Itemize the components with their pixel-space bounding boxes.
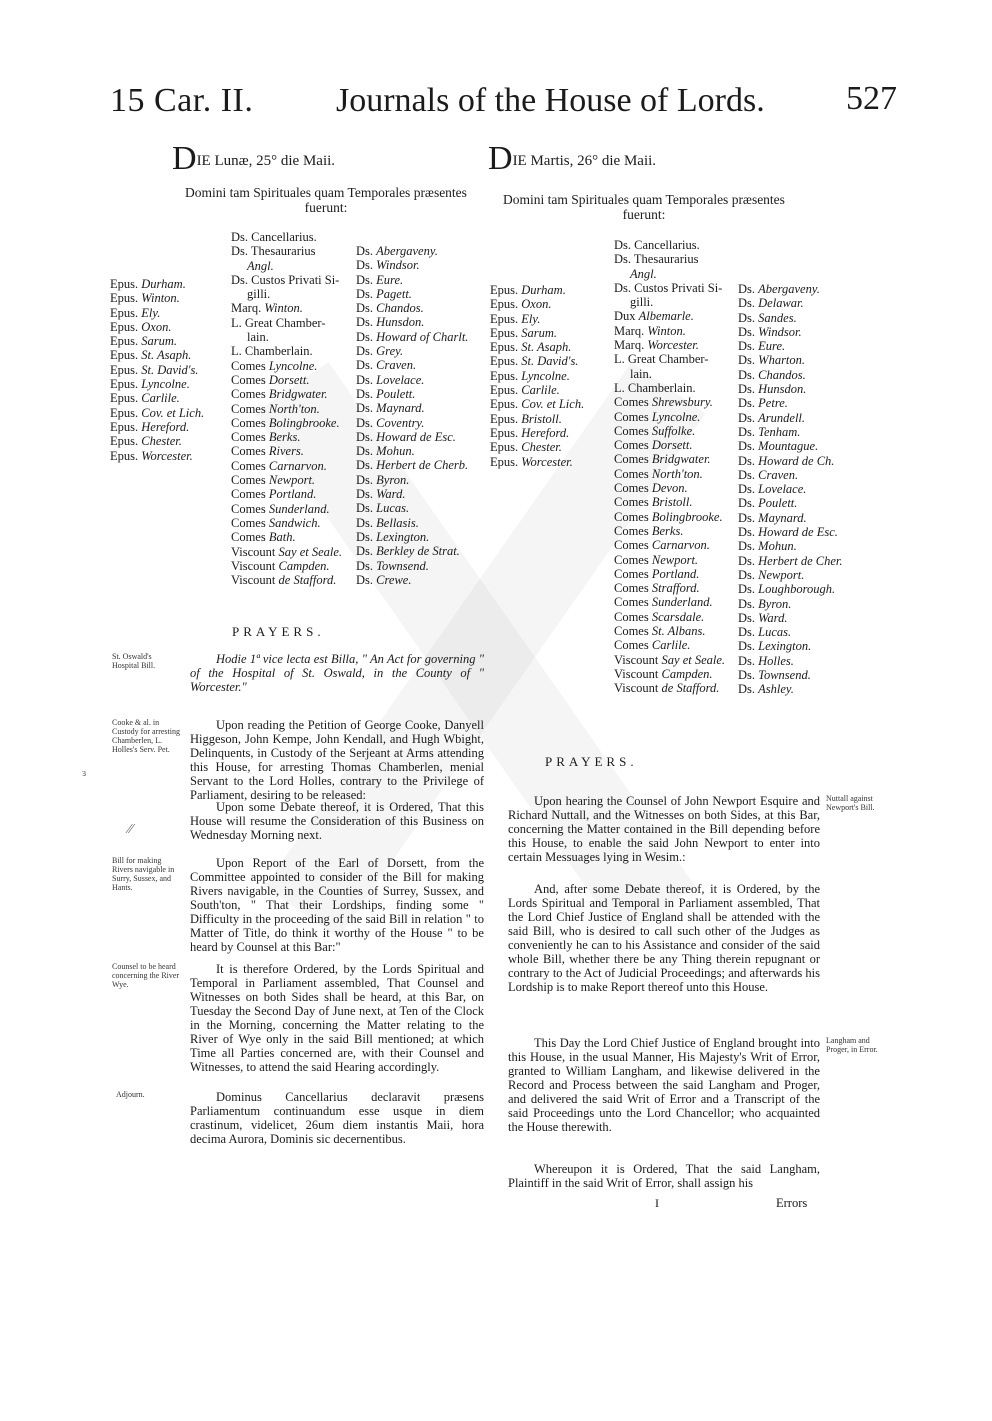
list-item: Comes Berks. bbox=[614, 523, 684, 538]
list-item: Ds. Townsend. bbox=[738, 668, 811, 683]
list-item: Ds. Sandes. bbox=[738, 310, 797, 325]
list-item: Comes Newport. bbox=[614, 552, 699, 567]
list-item: Comes Portland. bbox=[231, 487, 317, 502]
list-item: Ds. Thesaurarius bbox=[614, 252, 699, 267]
margin-note: Nuttall against Newport's Bill. bbox=[826, 794, 875, 812]
list-item: Ds. Delawar. bbox=[738, 296, 804, 311]
list-item: Comes Bolingbrooke. bbox=[231, 415, 340, 430]
list-item: Ds. Custos Privati Si- bbox=[614, 280, 723, 295]
margin-note: Adjourn. bbox=[116, 1090, 145, 1099]
pen-mark: ⁄⁄ bbox=[128, 822, 133, 837]
list-item: Comes Dorsett. bbox=[614, 438, 693, 453]
list-item: Ds. Custos Privati Si- bbox=[231, 272, 340, 287]
list-item: Epus. Hereford. bbox=[490, 425, 570, 440]
list-item: Ds. Mountague. bbox=[738, 439, 819, 454]
list-item: Comes St. Albans. bbox=[614, 624, 706, 639]
list-item: Viscount de Stafford. bbox=[614, 681, 720, 696]
list-item: Ds. Howard de Ch. bbox=[738, 453, 835, 468]
list-item: Comes Sandwich. bbox=[231, 515, 321, 530]
margin-note: Counsel to be heard concerning the River Wye. bbox=[112, 962, 180, 989]
list-item: Epus. Sarum. bbox=[490, 325, 558, 340]
day-heading-left bbox=[172, 142, 335, 176]
list-item: Angl. bbox=[630, 266, 657, 281]
list-item: Comes Carnarvon. bbox=[231, 458, 327, 473]
margin-note: Cooke & al. in Custody for arresting Chamberlen, L. Holles's Serv. Pet. bbox=[112, 718, 180, 754]
running-title: Journals of the House of Lords. bbox=[336, 82, 765, 119]
list-item: Comes Bath. bbox=[231, 530, 296, 545]
list-item: Epus. Chester. bbox=[490, 440, 562, 455]
list-item: Ds. Lovelace. bbox=[738, 482, 807, 497]
list-item: Comes Dorsett. bbox=[231, 372, 310, 387]
list-item: Ds. Poulett. bbox=[738, 496, 798, 511]
list-item: Marq. Winton. bbox=[614, 323, 686, 338]
list-item: Viscount Say et Seale. bbox=[231, 544, 343, 559]
list-item: Ds. Eure. bbox=[356, 272, 404, 287]
margin-note: St. Oswald's Hospital Bill. bbox=[112, 652, 156, 670]
barons-list-left bbox=[356, 244, 468, 587]
entry-paragraph: Upon some Debate thereof, it is Ordered, That this House will resume the Consideration of this Business on Wednesday Morning next. bbox=[190, 800, 484, 842]
list-item: lain. bbox=[247, 330, 269, 345]
entry-paragraph: It is therefore Ordered, by the Lords Spiritual and Temporal in Parliament assembled, That Counsel and Witnesses on both Sides shall be heard, at this Bar, on Tuesday the Second Day of June next, at Ten of the Clock in the Morning, concerning the Matter relating to the River of Wye only in the said Bill mentioned; at which Time all Parties concerned are, with their Counsel and Witnesses, to attend the said Hearing accordingly. bbox=[190, 962, 484, 1074]
list-item: Epus. Winton. bbox=[110, 291, 180, 306]
drop-initial: D bbox=[172, 140, 197, 177]
signature-mark: I bbox=[655, 1196, 659, 1210]
bishops-list-right bbox=[490, 283, 584, 469]
list-item: Epus. Oxon. bbox=[110, 319, 172, 334]
list-item: Ds. Abergaveny. bbox=[356, 244, 438, 258]
list-item: Ds. Eure. bbox=[738, 339, 786, 354]
barons-list-right bbox=[738, 282, 843, 697]
list-item: Marq. Winton. bbox=[231, 301, 303, 316]
list-item: Comes Shrewsbury. bbox=[614, 395, 713, 410]
entry-paragraph: Upon reading the Petition of George Cooke, Danyell Higgeson, John Kempe, John Kendall, and Hugh Wbight, Delinquents, in Custody of the Serjeant at Arms attending this House, for arresting Thomas Chamberlen, menial Servant to the Lord Holles, contrary to the Privilege of Parliament, desiring to be released: bbox=[190, 718, 484, 802]
list-item: Comes Berks. bbox=[231, 430, 301, 445]
list-item: Epus. Cov. et Lich. bbox=[110, 405, 205, 420]
list-item: Epus. Lyncolne. bbox=[110, 377, 190, 392]
list-item: Ds. Herbert de Cherb. bbox=[356, 458, 469, 473]
list-item: Epus. Sarum. bbox=[110, 334, 178, 349]
list-item: gilli. bbox=[630, 295, 654, 310]
list-item: Ds. Abergaveny. bbox=[738, 282, 820, 296]
list-item: Epus. Chester. bbox=[110, 434, 182, 449]
list-item: Ds. Howard of Charlt. bbox=[356, 329, 469, 344]
list-item: Ds. Craven. bbox=[356, 358, 417, 373]
list-item: Ds. Bellasis. bbox=[356, 515, 419, 530]
regnal-year: 15 Car. II. bbox=[110, 82, 254, 119]
prayers-heading-left: PRAYERS. bbox=[232, 624, 325, 639]
list-item: Ds. Maynard. bbox=[738, 510, 807, 525]
list-item: Comes Carlile. bbox=[614, 638, 691, 653]
list-item: Ds. Arundell. bbox=[738, 410, 806, 425]
list-item: Ds. Maynard. bbox=[356, 401, 425, 416]
list-item: L. Chamberlain. bbox=[231, 344, 313, 359]
list-item: Epus. Carlile. bbox=[110, 391, 180, 406]
list-item: Angl. bbox=[247, 258, 274, 273]
list-item: Epus. Durham. bbox=[490, 283, 566, 297]
list-item: Comes Lyncolne. bbox=[231, 358, 318, 373]
list-item: Ds. Byron. bbox=[738, 596, 792, 611]
list-item: Ds. Lexington. bbox=[356, 529, 430, 544]
list-item: Ds. Cancellarius. bbox=[614, 238, 700, 252]
list-item: L. Chamberlain. bbox=[614, 380, 696, 395]
list-item: Ds. Holles. bbox=[738, 653, 794, 668]
list-item: Comes Lyncolne. bbox=[614, 409, 701, 424]
list-item: Ds. Berkley de Strat. bbox=[356, 544, 460, 559]
officers-list-left bbox=[231, 230, 342, 587]
margin-note: Langham and Proger, in Error. bbox=[826, 1036, 878, 1054]
list-item: Ds. Lucas. bbox=[356, 501, 410, 516]
entry-paragraph: Upon hearing the Counsel of John Newport Esquire and Richard Nuttall, and the Witnesses on both Sides, at this Bar, concerning the Matter contained in the Bill depending before this House, to enable the said John Newport to enter into certain Messuages lying in Wesim.: bbox=[508, 794, 820, 864]
entry-paragraph: And, after some Debate thereof, it is Ordered, by the Lords Spiritual and Temporal in Parliament assembled, That the Lord Chief Justice of England shall be attended with the said Bill, who is desired to call such other of the Judges as conveniently he can to his Assistance and consider of the said whole Bill, whether there be any Thing therein repugnant or contrary to the Act of Judicial Proceedings; and afterwards his Lordship is to make Report thereof unto this House. bbox=[508, 882, 820, 994]
list-item: Epus. Oxon. bbox=[490, 297, 552, 312]
entry-paragraph: Upon Report of the Earl of Dorsett, from the Committee appointed to consider of the Bill for making Rivers navigable, in the Counties of Surrey, Sussex, and South'ton, " That their Lordships, finding some " Difficulty in the proceeding of the said Bill in relation " to Matter of Title, do think it worthy of the House " to be heard by Counsel at this Bar:" bbox=[190, 856, 484, 954]
list-item: Ds. Tenham. bbox=[738, 424, 801, 439]
margin-note: Bill for making Rivers navigable in Surry, Sussex, and Hants. bbox=[112, 856, 175, 892]
list-item: Viscount Say et Seale. bbox=[614, 652, 726, 667]
list-item: gilli. bbox=[247, 287, 271, 302]
list-item: lain. bbox=[630, 366, 652, 381]
attendance-heading-right: Domini tam Spirituales quam Temporales præsentes fuerunt: bbox=[503, 192, 785, 222]
list-item: Ds. Ward. bbox=[356, 487, 406, 502]
officers-list-right bbox=[614, 238, 725, 696]
list-item: Ds. Howard de Esc. bbox=[738, 525, 838, 540]
drop-initial: D bbox=[488, 140, 513, 177]
list-item: Ds. Cancellarius. bbox=[231, 230, 317, 244]
list-item: Viscount de Stafford. bbox=[231, 573, 337, 588]
list-item: Epus. Durham. bbox=[110, 277, 186, 291]
list-item: Epus. Worcester. bbox=[490, 454, 573, 469]
list-item: Ds. Pagett. bbox=[356, 286, 412, 301]
list-item: Ds. Chandos. bbox=[738, 367, 806, 382]
list-item: Ds. Townsend. bbox=[356, 558, 429, 573]
list-item: Comes Newport. bbox=[231, 473, 316, 488]
list-item: Comes Bristoll. bbox=[614, 495, 693, 510]
list-item: Epus. St. Asaph. bbox=[110, 348, 192, 363]
list-item: Comes North'ton. bbox=[231, 401, 320, 416]
list-item: Ds. Lexington. bbox=[738, 639, 812, 654]
list-item: Epus. Worcester. bbox=[110, 448, 193, 463]
attendance-heading-left: Domini tam Spirituales quam Temporales præsentes fuerunt: bbox=[185, 185, 467, 215]
entry-paragraph: Whereupon it is Ordered, That the said Langham, Plaintiff in the said Writ of Error, shall assign his bbox=[508, 1162, 820, 1190]
list-item: Viscount Campden. bbox=[231, 558, 330, 573]
list-item: Comes Strafford. bbox=[614, 581, 700, 596]
list-item: Epus. Bristoll. bbox=[490, 411, 562, 426]
day-heading-text: IE Lunæ, 25° die Maii. bbox=[196, 153, 336, 169]
list-item: L. Great Chamber- bbox=[231, 315, 326, 330]
list-item: Comes Bridgwater. bbox=[614, 452, 711, 467]
list-item: Comes Sunderland. bbox=[231, 501, 330, 516]
list-item: Ds. Poulett. bbox=[356, 386, 416, 401]
list-item: Comes Portland. bbox=[614, 566, 700, 581]
list-item: Viscount Campden. bbox=[614, 666, 713, 681]
list-item: Comes Bridgwater. bbox=[231, 387, 328, 402]
entry-paragraph: Dominus Cancellarius declaravit præsens Parliamentum continuandum esse usque in diem crastinum, videlicet, 26um diem instantis Maii, hora decima Aurora, Dominis sic decernentibus. bbox=[190, 1090, 484, 1146]
list-item: Ds. Mohun. bbox=[738, 539, 797, 554]
list-item: Ds. Hunsdon. bbox=[356, 315, 425, 330]
list-item: Epus. Ely. bbox=[110, 305, 161, 320]
list-item: Ds. Windsor. bbox=[356, 258, 420, 273]
entry-paragraph: This Day the Lord Chief Justice of England brought into this House, in the usual Manner, His Majesty's Writ of Error, granted to William Langham, and likewise delivered in the Record and Process between the said Langham and Proger, and delivered the said Writ of Error and a Transcript of the said Proceedings unto the Lord Chancellor; who acquainted the House therewith. bbox=[508, 1036, 820, 1134]
list-item: Comes Rivers. bbox=[231, 444, 304, 459]
list-item: Ds. Mohun. bbox=[356, 444, 415, 459]
list-item: Comes Scarsdale. bbox=[614, 609, 705, 624]
list-item: Ds. Crewe. bbox=[356, 572, 412, 587]
list-item: Ds. Grey. bbox=[356, 344, 404, 359]
list-item: Epus. Cov. et Lich. bbox=[490, 397, 585, 412]
list-item: Epus. Lyncolne. bbox=[490, 368, 570, 383]
list-item: Ds. Loughborough. bbox=[738, 582, 836, 597]
entry-paragraph: Hodie 1ª vice lecta est Billa, " An Act for governing " of the Hospital of St. Oswald, in the County of " Worcester." bbox=[190, 652, 484, 694]
list-item: Ds. Byron. bbox=[356, 472, 410, 487]
catchword: Errors bbox=[776, 1196, 808, 1210]
bishops-list-left bbox=[110, 277, 204, 463]
list-item: Epus. St. David's. bbox=[110, 362, 199, 377]
prayers-heading-right: PRAYERS. bbox=[545, 754, 638, 769]
list-item: Dux Albemarle. bbox=[614, 309, 694, 324]
list-item: Ds. Craven. bbox=[738, 467, 799, 482]
list-item: Ds. Newport. bbox=[738, 567, 805, 582]
list-item: Marq. Worcester. bbox=[614, 338, 699, 353]
list-item: Ds. Lovelace. bbox=[356, 372, 425, 387]
list-item: Ds. Herbert de Cher. bbox=[738, 553, 843, 568]
list-item: Ds. Windsor. bbox=[738, 324, 802, 339]
list-item: Ds. Ward. bbox=[738, 610, 788, 625]
list-item: Comes Devon. bbox=[614, 481, 688, 496]
day-heading-right bbox=[488, 142, 656, 176]
pen-mark: ɜ bbox=[82, 768, 87, 779]
list-item: Ds. Lucas. bbox=[738, 625, 792, 640]
list-item: Ds. Coventry. bbox=[356, 415, 425, 430]
list-item: Epus. Ely. bbox=[490, 311, 541, 326]
list-item: Ds. Thesaurarius bbox=[231, 244, 316, 259]
list-item: Ds. Hunsdon. bbox=[738, 382, 807, 397]
list-item: Epus. St. David's. bbox=[490, 354, 579, 369]
list-item: Ds. Petre. bbox=[738, 396, 788, 411]
list-item: Epus. St. Asaph. bbox=[490, 340, 572, 355]
list-item: Comes Bolingbrooke. bbox=[614, 509, 723, 524]
day-heading-text: IE Martis, 26° die Maii. bbox=[512, 153, 657, 169]
list-item: Ds. Howard de Esc. bbox=[356, 429, 456, 444]
list-item: Comes Carnarvon. bbox=[614, 538, 710, 553]
list-item: Epus. Carlile. bbox=[490, 383, 560, 398]
list-item: Ds. Ashley. bbox=[738, 682, 794, 697]
list-item: Ds. Chandos. bbox=[356, 301, 424, 316]
list-item: L. Great Chamber- bbox=[614, 352, 709, 367]
list-item: Ds. Wharton. bbox=[738, 353, 806, 368]
page-number: 527 bbox=[846, 80, 897, 117]
list-item: Comes Suffolke. bbox=[614, 423, 696, 438]
list-item: Comes North'ton. bbox=[614, 466, 703, 481]
list-item: Epus. Hereford. bbox=[110, 419, 190, 434]
list-item: Comes Sunderland. bbox=[614, 595, 713, 610]
